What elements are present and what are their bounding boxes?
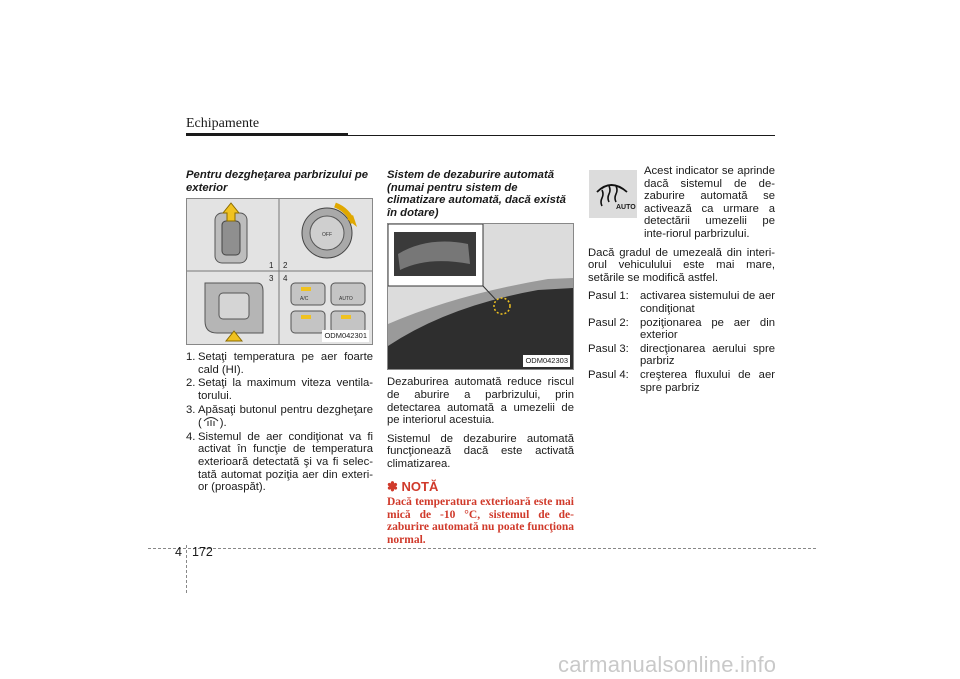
step-text: poziţionarea pe aer din exterior: [640, 316, 775, 342]
panel-button-ac-label: A/C: [300, 296, 309, 303]
step-number: 2.: [186, 377, 196, 390]
note-star-icon: ✽: [387, 478, 402, 494]
figure-code: ODM042303: [523, 355, 570, 368]
auto-defog-indicator-box: [588, 165, 775, 241]
figure-label-4: 4: [283, 274, 288, 284]
list-item: [186, 404, 373, 430]
step-number: 4.: [186, 430, 196, 443]
list-item: [186, 351, 373, 376]
step-text: Sistemul de aer condiţionat va fi activat în funcţie de temperatura exterioară detectată şi va fi selec-tată automat poziţia aer din exteri-or (proaspăt).: [198, 430, 373, 494]
footer-divider: [148, 548, 816, 549]
page-header-title: Echipamente: [186, 116, 260, 131]
step-number: 1.: [186, 351, 196, 364]
step-number: 3.: [186, 403, 196, 416]
indicator-auto-label: AUTO: [616, 204, 636, 211]
watermark: carmanualsonline.info: [558, 652, 777, 677]
step-label: Pasul 4:: [588, 368, 629, 381]
windshield-sensor-illustration: [388, 224, 573, 369]
left-heading: Pentru dezgheţarea parbrizului pe exterior: [186, 169, 369, 194]
header-rule-thick: [186, 133, 348, 136]
list-item: [588, 317, 775, 342]
step-text: Apăsaţi butonul pentru dezgheţare (: [198, 403, 373, 430]
right-paragraph: Dacă gradul de umezeală din interi-orul vehiculului este mai mare, setările se modifică astfel.: [588, 246, 775, 284]
step-label: Pasul 3:: [588, 342, 629, 355]
list-item: [588, 369, 775, 394]
defrost-icon: [203, 416, 219, 427]
step-text: Setaţi temperatura pe aer foarte cald (HI).: [198, 351, 373, 376]
humidity-steps-list: [588, 290, 775, 394]
header-rule-thin: [348, 135, 775, 136]
list-item: [186, 431, 373, 494]
page-number: 172: [192, 545, 213, 559]
panel-button-auto-label: AUTO: [339, 296, 353, 303]
indicator-text: Acest indicator se aprinde dacă sistemul de de-zaburire automată se activează ca urmare a detectării umezelii pe inte-riorul parbrizului.: [644, 165, 775, 240]
note-text: Dacă temperatura exterioară este mai mică de -10 °C, sistemul de de-zaburire automată nu poate funcţiona normal.: [387, 496, 574, 546]
auto-defog-paragraph-2: Sistemul de dezaburire automată funcţionează dacă este activată climatizarea.: [387, 432, 574, 470]
figure-label-1: 1: [269, 261, 274, 271]
auto-defog-indicator-icon: [589, 170, 637, 218]
section-number: 4: [175, 545, 182, 559]
defrost-controls-figure: [186, 198, 373, 345]
footer-vertical-divider: [186, 545, 187, 593]
step-label: Pasul 1:: [588, 290, 629, 303]
list-item: [186, 377, 373, 402]
fan-knob-off-label: OFF: [322, 232, 332, 239]
step-text: activarea sistemului de aer condiţionat: [640, 290, 775, 315]
note-heading: [387, 478, 574, 494]
defrost-steps-list: [186, 351, 373, 494]
step-text: creşterea fluxului de aer spre parbriz: [640, 368, 775, 394]
figure-label-2: 2: [283, 261, 288, 271]
left-column: [186, 169, 373, 495]
step-text: Setaţi la maximum viteza ventila-torului.: [198, 377, 373, 402]
note-heading-text: NOTĂ: [401, 478, 439, 494]
auto-defog-figure: [387, 223, 574, 370]
step-text-end: ).: [219, 417, 227, 430]
right-column: [588, 165, 775, 395]
defrost-controls-illustration: [187, 199, 372, 344]
step-text: direcţionarea aerului spre parbriz: [640, 342, 775, 368]
step-label: Pasul 2:: [588, 316, 629, 329]
figure-code: ODM042301: [322, 330, 369, 343]
middle-heading: Sistem de dezaburire automată (numai pentru sistem de climatizare automată, dacă există în dotare): [387, 169, 566, 219]
auto-defog-paragraph-1: Dezaburirea automată reduce riscul de aburire a parbrizului, prin detectarea automată a umezelii de pe interiorul acestuia.: [387, 376, 574, 427]
middle-column: [387, 169, 574, 546]
figure-label-3: 3: [269, 274, 274, 284]
list-item: [588, 343, 775, 368]
list-item: [588, 290, 775, 315]
